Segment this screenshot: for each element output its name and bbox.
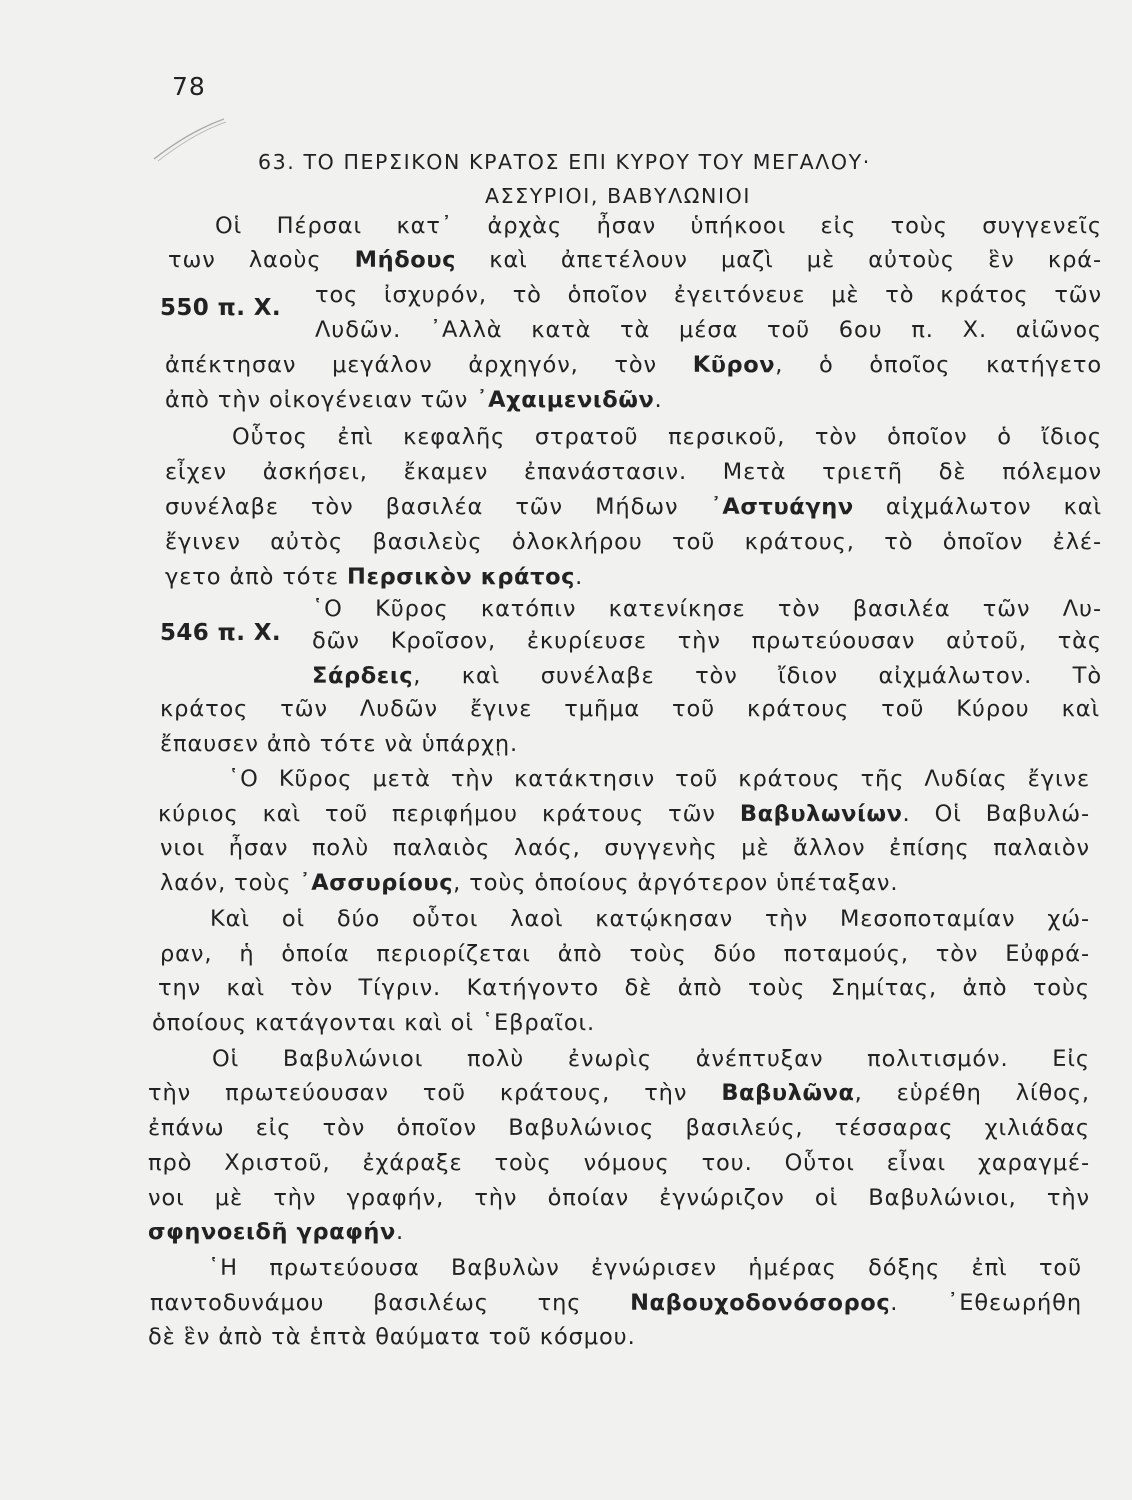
text-line [158, 797, 1090, 831]
text-run: ἔπαυσεν ἀπὸ τότε νὰ ὑπάρχῃ. [160, 731, 519, 757]
bold-term: ᾽Αστυάγην [710, 494, 854, 520]
text-run: των λαοὺς [168, 247, 355, 273]
bold-term: Κῦρον [692, 352, 776, 378]
text-run: συνέλαβε τὸν βασιλέα τῶν Μήδων [165, 494, 711, 520]
text-run: ῾Ο Κῦρος κατόπιν κατενίκησε τὸν βασιλέα τῶν Λυ- [312, 596, 1102, 622]
text-run: , ὁ ὁποῖος κατήγετο [775, 352, 1103, 378]
bold-term: Βαβυλῶνα [721, 1080, 855, 1106]
text-run: ἐπάνω εἰς τὸν ὁποῖον Βαβυλώνιος βασιλεύς, τέσσαρας χιλιάδας [148, 1115, 1090, 1141]
text-run: . [654, 387, 663, 413]
text-line [150, 1286, 1082, 1320]
text-run: ἔγινεν αὐτὸς βασιλεὺς ὁλοκλήρου τοῦ κράτους, τὸ ὁποῖον ἐλέ- [165, 529, 1102, 555]
bold-term: Ναβουχοδονόσορος [630, 1290, 891, 1316]
text-line [312, 659, 1102, 693]
text-run: ῾Η πρωτεύουσα Βαβυλὼν ἐγνώρισεν ἡμέρας δόξης ἐπὶ τοῦ [208, 1255, 1082, 1281]
text-line [152, 1006, 595, 1040]
text-run: ἀπέκτησαν μεγάλον ἀρχηγόν, τὸν [165, 352, 693, 378]
text-run: γετο ἀπὸ τότε [165, 564, 348, 590]
text-run: δῶν Κροῖσον, ἐκυρίευσε τὴν πρωτεύουσαν αὐτοῦ, τὰς [312, 628, 1102, 654]
text-line [158, 971, 1090, 1005]
bold-term: ᾽Ασσυρίους [299, 870, 454, 896]
heading-line-1: 63. ΤΟ ΠΕΡΣΙΚΟΝ ΚΡΑΤΟΣ ΕΠΙ ΚΥΡΟΥ ΤΟΥ ΜΕΓΑΛΟΥ· [258, 150, 871, 174]
text-run: κύριος καὶ τοῦ περιφήμου κράτους τῶν [158, 801, 740, 827]
text-run: . Οἱ Βαβυλώ- [902, 801, 1090, 827]
text-run: ραν, ἡ ὁποία περιορίζεται ἀπὸ τοὺς δύο ποταμούς, τὸν Εὐφρά- [160, 941, 1090, 967]
text-run: καὶ ἀπετέλουν μαζὶ μὲ αὐτοὺς ἓν κρά- [456, 247, 1102, 273]
text-run: . [575, 564, 584, 590]
text-line [208, 1251, 1082, 1285]
text-line [160, 692, 1100, 726]
text-run: πρὸ Χριστοῦ, ἐχάραξε τοὺς νόμους του. Οὗτοι εἶναι χαραγμέ- [148, 1150, 1090, 1176]
bold-term: Μήδους [354, 247, 457, 273]
bold-term: ᾽Αχαιμενιδῶν [476, 387, 655, 413]
text-line [165, 525, 1102, 559]
text-run: αἰχμάλωτον καὶ [853, 494, 1102, 520]
text-run: τος ἰσχυρόν, τὸ ὁποῖον ἐγειτόνευε μὲ τὸ κράτος τῶν [315, 282, 1102, 308]
pencil-mark [150, 115, 230, 165]
text-line [165, 455, 1102, 489]
text-run: την καὶ τὸν Τίγριν. Κατήγοντο δὲ ἀπὸ τοὺς Σημίτας, ἀπὸ τοὺς [158, 975, 1090, 1001]
text-line [312, 624, 1102, 658]
text-run: . ᾽Εθεωρήθη [890, 1290, 1083, 1316]
text-line [215, 209, 1102, 243]
text-line [212, 1042, 1090, 1076]
text-line [148, 1111, 1090, 1145]
heading-line-2: ΑΣΣΥΡΙΟΙ, ΒΑΒΥΛΩΝΙΟΙ [485, 184, 751, 208]
text-line [228, 762, 1090, 796]
text-line [210, 902, 1090, 936]
text-run: Οἱ Βαβυλώνιοι πολὺ ἐνωρὶς ἀνέπτυξαν πολιτισμόν. Εἰς [212, 1046, 1090, 1072]
text-line [160, 831, 1090, 865]
text-run: Οἱ Πέρσαι κατ᾽ ἀρχὰς ἦσαν ὑπήκοοι εἰς τοὺς συγγενεῖς [215, 213, 1102, 239]
bold-term: Βαβυλωνίων [739, 801, 903, 827]
text-run: Οὗτος ἐπὶ κεφαλῆς στρατοῦ περσικοῦ, τὸν ὁποῖον ὁ ἴδιος [232, 424, 1102, 450]
text-line [148, 1215, 404, 1249]
text-line [165, 560, 583, 594]
text-line [165, 490, 1102, 524]
text-line [315, 313, 1102, 347]
text-run: κράτος τῶν Λυδῶν ἔγινε τμῆμα τοῦ κράτους τοῦ Κύρου καὶ [160, 696, 1100, 722]
page-number: 78 [172, 72, 206, 101]
text-run: Λυδῶν. ᾽Αλλὰ κατὰ τὰ μέσα τοῦ 6ου π. Χ. αἰῶνος [315, 317, 1102, 343]
text-run: δὲ ἓν ἀπὸ τὰ ἑπτὰ θαύματα τοῦ κόσμου. [148, 1324, 636, 1350]
text-run: ὁποίους κατάγονται καὶ οἱ ῾Εβραῖοι. [152, 1010, 596, 1036]
text-run: τὴν πρωτεύουσαν τοῦ κράτους, τὴν [148, 1080, 722, 1106]
text-line [232, 420, 1102, 454]
text-line [148, 1076, 1090, 1110]
margin-date-550: 550 π. Χ. [160, 295, 282, 321]
text-line [160, 866, 898, 900]
text-line [168, 243, 1102, 277]
text-line [148, 1181, 1090, 1215]
margin-date-546: 546 π. Χ. [160, 620, 282, 646]
bold-term: σφηνοειδῆ γραφήν [148, 1219, 396, 1245]
text-run: λαόν, τοὺς [160, 870, 300, 896]
text-line [160, 937, 1090, 971]
text-run: Καὶ οἱ δύο οὗτοι λαοὶ κατῴκησαν τὴν Μεσοποταμίαν χώ- [210, 906, 1090, 932]
text-run: νιοι ἦσαν πολὺ παλαιὸς λαός, συγγενὴς μὲ ἄλλον ἐπίσης παλαιὸν [160, 835, 1090, 861]
text-line [312, 592, 1102, 626]
text-run: , καὶ συνέλαβε τὸν ἴδιον αἰχμάλωτον. Τὸ [413, 663, 1102, 689]
text-run: , τοὺς ὁποίους ἀργότερον ὑπέταξαν. [453, 870, 899, 896]
text-run: . [395, 1219, 405, 1245]
text-line [160, 727, 518, 761]
text-line [165, 383, 663, 417]
text-run: , εὑρέθη λίθος, [854, 1080, 1090, 1106]
text-run: ῾Ο Κῦρος μετὰ τὴν κατάκτησιν τοῦ κράτους τῆς Λυδίας ἔγινε [228, 766, 1090, 792]
bold-term: Σάρδεις [312, 663, 414, 689]
text-run: ἀπὸ τὴν οἰκογένειαν τῶν [165, 387, 477, 413]
text-line [165, 348, 1102, 382]
section-heading [258, 145, 1018, 213]
text-line [148, 1146, 1090, 1180]
bold-term: Περσικὸν κράτος [347, 564, 576, 590]
text-run: εἶχεν ἀσκήσει, ἔκαμεν ἐπανάστασιν. Μετὰ τριετῆ δὲ πόλεμον [165, 459, 1102, 485]
text-line [315, 278, 1102, 312]
text-line [148, 1320, 636, 1354]
text-run: παντοδυνάμου βασιλέως της [150, 1290, 631, 1316]
text-run: νοι μὲ τὴν γραφήν, τὴν ὁποίαν ἐγνώριζον οἱ Βαβυλώνιοι, τὴν [148, 1185, 1090, 1211]
